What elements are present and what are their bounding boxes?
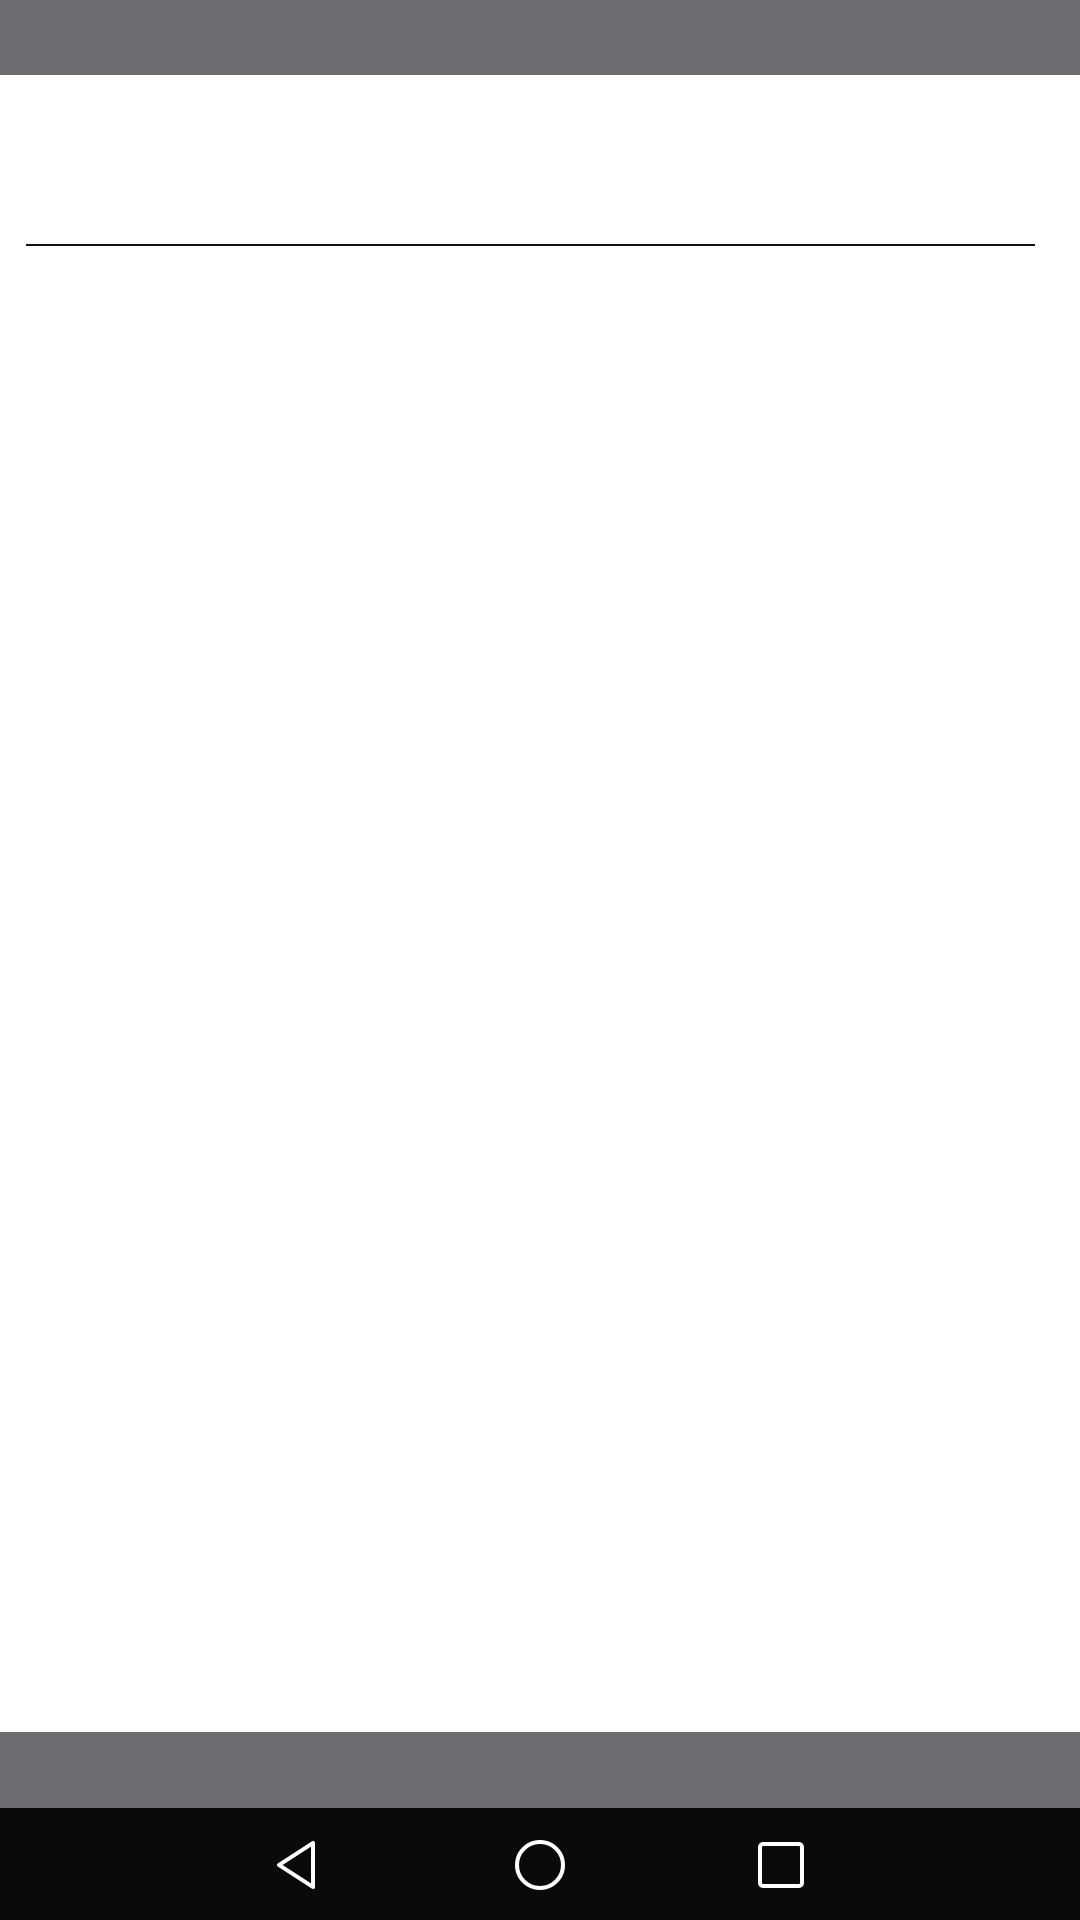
navigation-bar	[0, 1808, 1080, 1920]
figure-11-chart	[50, 1005, 490, 1275]
figure-10-chart	[50, 200, 470, 510]
back-triangle-icon	[269, 1835, 329, 1895]
home-circle-icon	[510, 1835, 570, 1895]
status-area	[0, 0, 1080, 75]
viewer-footer	[0, 1732, 1080, 1808]
recents-button[interactable]	[736, 1820, 826, 1910]
document-page[interactable]	[0, 75, 1080, 1732]
home-button[interactable]	[495, 1820, 585, 1910]
back-button[interactable]	[254, 1820, 344, 1910]
recents-square-icon	[751, 1835, 811, 1895]
